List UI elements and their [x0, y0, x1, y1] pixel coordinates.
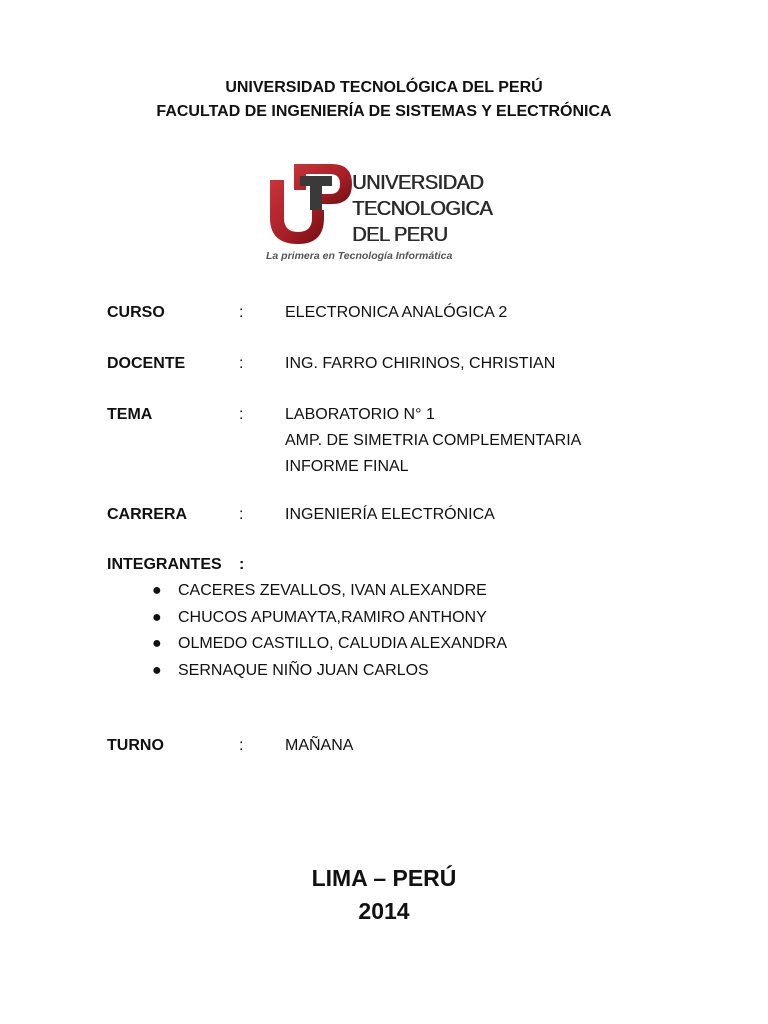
info-value: ELECTRONICA ANALÓGICA 2 — [285, 304, 508, 321]
info-label: INTEGRANTES — [107, 556, 222, 573]
member-name: SERNAQUE NIÑO JUAN CARLOS — [178, 661, 429, 679]
logo-tagline: La primera en Tecnología Informática — [266, 250, 453, 262]
info-label: TEMA — [107, 406, 153, 423]
university-logo — [262, 158, 494, 268]
tema-line: AMP. DE SIMETRIA COMPLEMENTARIA — [285, 432, 582, 449]
tema-line: LABORATORIO N° 1 — [285, 406, 435, 423]
member-name: OLMEDO CASTILLO, CALUDIA ALEXANDRA — [178, 635, 507, 652]
info-colon: : — [239, 304, 244, 321]
university-name: UNIVERSIDAD TECNOLÓGICA DEL PERÚ — [225, 79, 543, 96]
info-value-multiline — [285, 402, 581, 480]
info-label: TURNO — [107, 737, 164, 754]
bullet-icon: ● — [152, 635, 162, 652]
logo-word: DEL PERU — [352, 224, 448, 246]
info-colon: : — [239, 556, 245, 573]
info-value: INGENIERÍA ELECTRÓNICA — [285, 506, 495, 523]
document-footer — [0, 862, 768, 928]
tema-line: INFORME FINAL — [285, 458, 409, 475]
list-item — [152, 658, 507, 685]
bullet-icon: ● — [152, 582, 162, 599]
member-name: CACERES ZEVALLOS, IVAN ALEXANDRE — [178, 582, 487, 599]
info-value: ING. FARRO CHIRINOS, CHRISTIAN — [285, 355, 556, 372]
bullet-icon: ● — [152, 661, 162, 679]
info-label: DOCENTE — [107, 355, 186, 372]
info-value: MAÑANA — [285, 737, 354, 754]
list-item — [152, 631, 507, 658]
info-colon: : — [239, 355, 244, 372]
logo-word: TECNOLOGICA — [352, 198, 493, 220]
info-colon: : — [239, 506, 244, 523]
utp-logo-mark-icon — [266, 160, 354, 246]
list-item — [152, 605, 507, 632]
logo-word: UNIVERSIDAD — [352, 172, 484, 194]
year: 2014 — [358, 898, 410, 924]
faculty-name: FACULTAD DE INGENIERÍA DE SISTEMAS Y ELECTRÓNICA — [156, 103, 612, 120]
city-country: LIMA – PERÚ — [311, 865, 457, 891]
members-list — [152, 578, 507, 684]
list-item — [152, 578, 507, 605]
member-name: CHUCOS APUMAYTA,RAMIRO ANTHONY — [178, 608, 487, 626]
info-label: CARRERA — [107, 506, 187, 523]
info-colon: : — [239, 406, 244, 423]
info-colon: : — [239, 737, 244, 754]
bullet-icon: ● — [152, 608, 162, 626]
info-label: CURSO — [107, 304, 165, 321]
document-header — [0, 76, 768, 124]
logo-wordmark — [352, 170, 502, 248]
